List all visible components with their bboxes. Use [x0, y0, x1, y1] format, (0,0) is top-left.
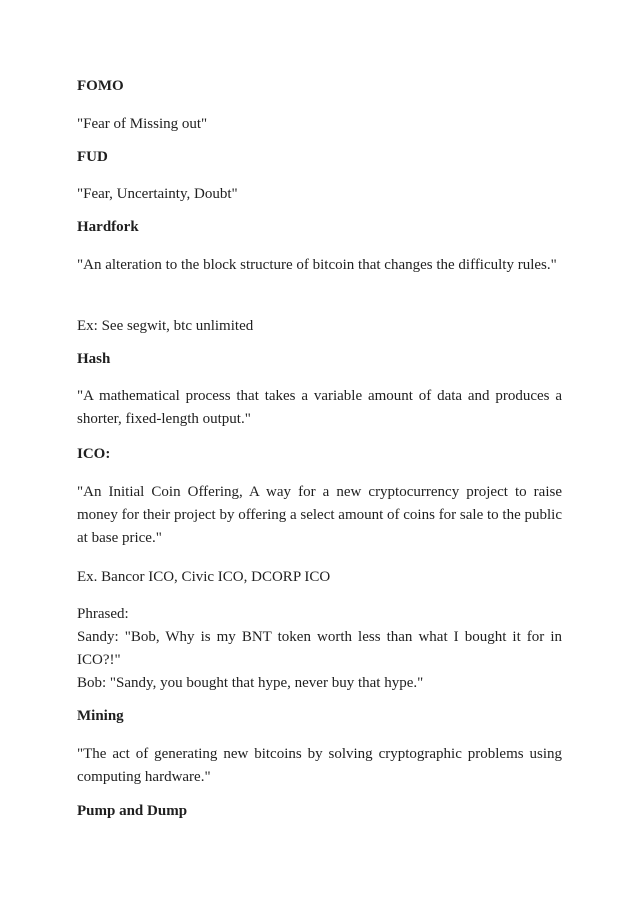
- definition-fomo: "Fear of Missing out": [77, 116, 208, 132]
- dialogue-sandy: Sandy: "Bob, Why is my BNT token worth less than what I bought it for in ICO?!": [77, 629, 562, 668]
- term-hash: Hash: [77, 351, 111, 367]
- document-page: [77, 0, 562, 903]
- term-ico: ICO:: [77, 446, 111, 462]
- term-fud: FUD: [77, 149, 108, 165]
- definition-hash: "A mathematical process that takes a variable amount of data and produces a shorter, fixed-length output.": [77, 388, 562, 427]
- term-fomo: FOMO: [77, 78, 124, 94]
- definition-hardfork: "An alteration to the block structure of bitcoin that changes the difficulty rules.": [77, 257, 557, 273]
- dialogue-bob: Bob: "Sandy, you bought that hype, never buy that hype.": [77, 675, 424, 691]
- term-pump-and-dump: Pump and Dump: [77, 803, 188, 819]
- term-hardfork: Hardfork: [77, 219, 139, 235]
- phrased-label: Phrased:: [77, 606, 129, 622]
- definition-ico: "An Initial Coin Offering, A way for a new cryptocurrency project to raise money for their project by offering a select amount of coins for sale to the public at base price.": [77, 484, 562, 546]
- definition-mining: "The act of generating new bitcoins by solving cryptographic problems using computing hardware.": [77, 746, 562, 785]
- example-ico: Ex. Bancor ICO, Civic ICO, DCORP ICO: [77, 569, 331, 585]
- example-hardfork: Ex: See segwit, btc unlimited: [77, 318, 254, 334]
- definition-fud: "Fear, Uncertainty, Doubt": [77, 186, 238, 202]
- term-mining: Mining: [77, 708, 124, 724]
